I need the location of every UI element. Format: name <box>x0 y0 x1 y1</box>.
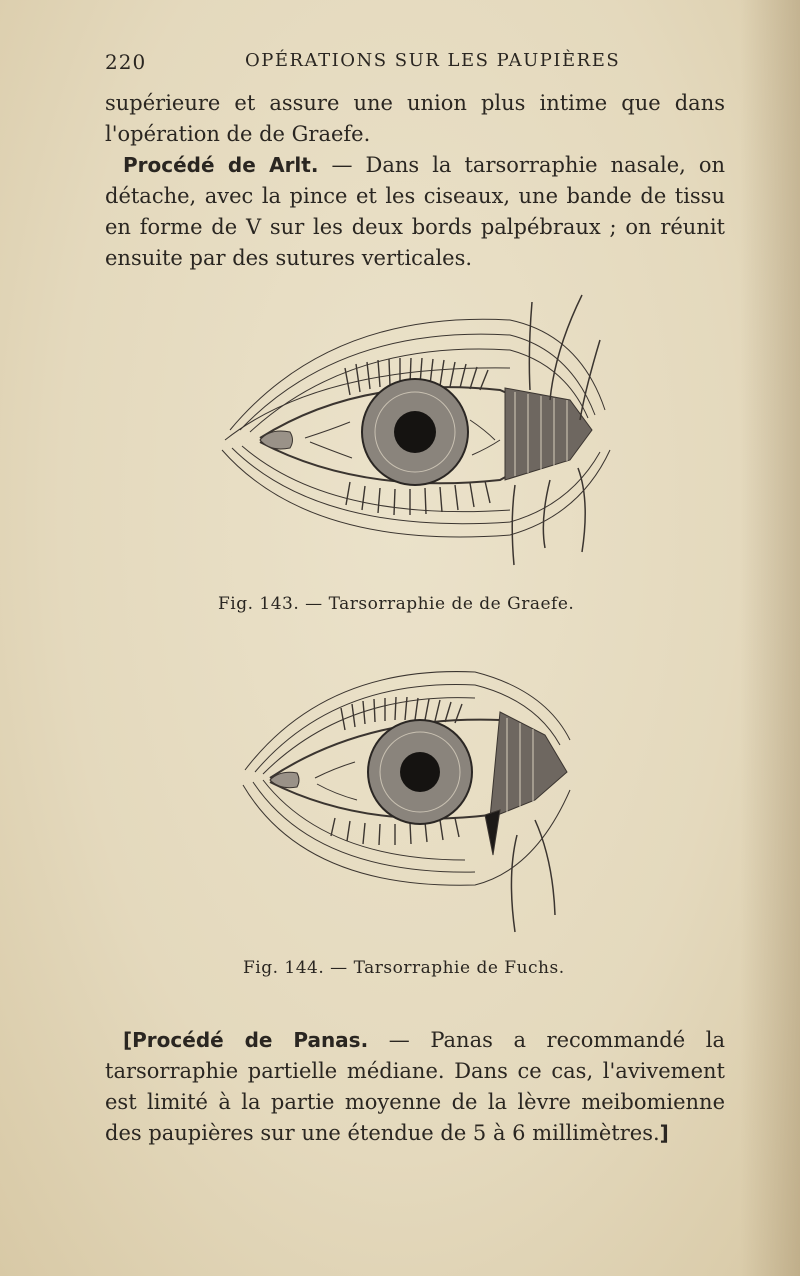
page-header <box>100 50 730 80</box>
figure-144-illustration <box>235 660 585 940</box>
panas-heading: Procédé de Panas. <box>132 1028 369 1052</box>
paragraph-continuation <box>105 88 725 150</box>
panas-text: — Panas a recommandé la tarsorraphie partielle médiane. Dans ce cas, l'avivement est limité à la partie moyenne de la lèvre meibomienne des paupières sur une étendue de 5 à 6 millimètres. <box>105 1028 725 1145</box>
page-number: 220 <box>105 50 147 74</box>
paragraph-arlt <box>105 150 725 274</box>
figure-143-illustration <box>210 290 630 580</box>
paragraph-panas <box>105 1025 725 1149</box>
running-title: OPÉRATIONS SUR LES PAUPIÈRES <box>245 50 621 71</box>
paragraph-1-text: supérieure et assure une union plus intime que dans l'opération de de Graefe. <box>105 91 725 146</box>
figure-144-caption: Fig. 144. — Tarsorraphie de Fuchs. <box>243 958 565 978</box>
page-edge-shadow <box>740 0 800 1276</box>
bracket-open: [ <box>123 1028 133 1052</box>
arlt-text: — Dans la tarsorraphie nasale, on détache, avec la pince et les ciseaux, une bande de tissu en forme de V sur les deux bords palpébraux ; on réunit ensuite par des sutures verticales. <box>105 153 725 270</box>
arlt-heading: Procédé de Arlt. <box>123 153 319 177</box>
figure-143-caption: Fig. 143. — Tarsorraphie de de Graefe. <box>218 594 575 614</box>
bracket-close: ] <box>659 1121 669 1145</box>
